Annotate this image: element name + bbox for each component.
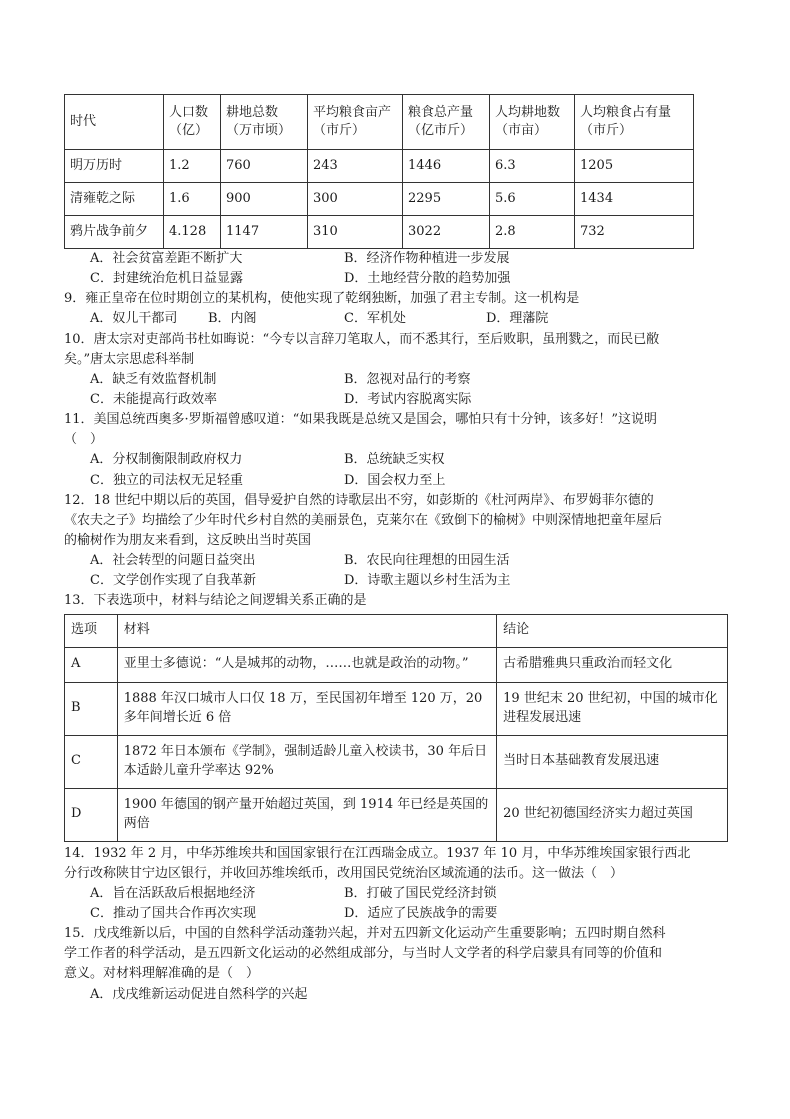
q8-options: [64, 249, 728, 289]
table-cell: 1446: [403, 150, 490, 183]
table-header-cell: 结论: [497, 614, 728, 647]
table-cell: 760: [221, 150, 308, 183]
question-9: [64, 289, 728, 329]
q9-options: [64, 309, 728, 329]
question-stem: 11．美国总统西奥多·罗斯福曾感叹道：“如果我既是总统又是国会，哪怕只有十分钟，该多好！”这说明: [64, 412, 657, 428]
table-cell: B: [65, 682, 118, 735]
table-cell: 4.128: [164, 216, 221, 249]
table-cell: 亚里士多德说：“人是城邦的动物，……也就是政治的动物。”: [117, 647, 496, 682]
table-header-cell: 时代: [65, 95, 164, 150]
question-10: [64, 330, 728, 411]
table-cell: 6.3: [490, 150, 575, 183]
question-stem-cont: （ ）: [64, 432, 104, 448]
question-14: [64, 844, 728, 925]
table-cell: 1205: [575, 150, 694, 183]
question-stem-cont: 学工作者的科学活动，是五四新文化运动的必然组成部分，与当时人文学者的科学启蒙具有同等的价值和: [64, 946, 663, 962]
table-row: [65, 216, 694, 249]
table-header-row: [65, 614, 728, 647]
table-cell: C: [65, 735, 118, 788]
option-b[interactable]: B．打破了国民党经济封锁: [344, 885, 497, 901]
material-conclusion-table: [64, 614, 728, 842]
question-stem: 10．唐太宗对吏部尚书杜如晦说：“今专以言辞刀笔取人，而不悉其行，至后败职，虽刑戮之，而民已敝: [64, 331, 660, 347]
table-header-cell: 人均耕地数（市亩）: [490, 95, 575, 150]
option-d[interactable]: D．考试内容脱离实际: [344, 391, 472, 407]
table-cell: 1.6: [164, 183, 221, 216]
table-row: [65, 682, 728, 735]
option-b[interactable]: B．内阁: [208, 311, 257, 327]
table-header-cell: 材料: [117, 614, 496, 647]
question-stem: 14．1932 年 2 月，中华苏维埃共和国国家银行在江西瑞金成立。1937 年 10 月，中华苏维埃国家银行西北: [64, 845, 691, 861]
table-cell: 1900 年德国的钢产量开始超过英国，到 1914 年已经是英国的两倍: [117, 788, 496, 841]
question-stem-cont: 的榆树作为朋友来看到，这反映出当时英国: [64, 532, 312, 548]
table-cell: 2.8: [490, 216, 575, 249]
table-cell: 2295: [403, 183, 490, 216]
question-15: [64, 924, 728, 1005]
table-row: [65, 788, 728, 841]
option-b[interactable]: B．农民向往理想的田园生活: [344, 553, 510, 569]
option-a[interactable]: A．社会转型的问题日益突出: [90, 553, 256, 569]
question-stem: 15．戊戌维新以后，中国的自然科学活动蓬勃兴起，并对五四新文化运动产生重要影响；五四时期自然科: [64, 926, 666, 942]
question-stem: 12．18 世纪中期以后的英国，倡导爱护自然的诗歌层出不穷，如彭斯的《杜河两岸》、布罗姆菲尔德的: [64, 492, 654, 508]
option-a[interactable]: A．分权制衡限制政府权力: [90, 452, 243, 468]
option-c[interactable]: C．文学创作实现了自我革新: [90, 573, 256, 589]
table-cell: 5.6: [490, 183, 575, 216]
table-cell: 300: [308, 183, 403, 216]
table-header-cell: 人口数（亿）: [164, 95, 221, 150]
option-a[interactable]: A．社会贫富差距不断扩大: [90, 251, 243, 266]
table-cell: A: [65, 647, 118, 682]
q12-options: [64, 551, 728, 591]
question-stem-cont: 《农夫之子》均描绘了少年时代乡村自然的美丽景色，克莱尔在《致倒下的榆树》中则深情地把童年屋后: [64, 512, 663, 528]
table-cell: D: [65, 788, 118, 841]
table-header-row: [65, 95, 694, 150]
table-row: [65, 735, 728, 788]
table-cell: 当时日本基础教育发展迅速: [497, 735, 728, 788]
q10-options: [64, 370, 728, 410]
table-cell: 19 世纪末 20 世纪初，中国的城市化进程发展迅速: [497, 682, 728, 735]
table-cell: 1888 年汉口城市人口仅 18 万，至民国初年增至 120 万，20 多年间增长近 6 倍: [117, 682, 496, 735]
table-cell: 20 世纪初德国经济实力超过英国: [497, 788, 728, 841]
table-cell: 3022: [403, 216, 490, 249]
table-cell: 900: [221, 183, 308, 216]
table-cell: 1434: [575, 183, 694, 216]
option-d[interactable]: D．理藩院: [486, 311, 549, 327]
option-d[interactable]: D．土地经营分散的趋势加强: [344, 271, 511, 287]
question-11: [64, 410, 728, 491]
option-a[interactable]: A．旨在活跃敌后根据地经济: [90, 885, 256, 901]
option-c[interactable]: C．独立的司法权无足轻重: [90, 472, 243, 488]
question-stem-cont: 分行改称陕甘宁边区银行，并收回苏维埃纸币，改用国民党统治区域流通的法币。这一做法（ ）: [64, 865, 624, 881]
table-cell: 1.2: [164, 150, 221, 183]
option-c[interactable]: C．未能提高行政效率: [90, 391, 217, 407]
table-row: [65, 183, 694, 216]
table-cell: 1872 年日本颁布《学制》，强制适龄儿童入校读书，30 年后日本适龄儿童升学率达 92%: [117, 735, 496, 788]
table-header-cell: 选项: [65, 614, 118, 647]
table-header-cell: 耕地总数（万市顷）: [221, 95, 308, 150]
table-header-cell: 粮食总产量（亿市斤）: [403, 95, 490, 150]
table-row: [65, 150, 694, 183]
option-d[interactable]: D．诗歌主题以乡村生活为主: [344, 573, 511, 589]
option-d[interactable]: D．适应了民族战争的需要: [344, 905, 498, 921]
option-b[interactable]: B．经济作物种植进一步发展: [344, 251, 510, 266]
option-c[interactable]: C．封建统治危机日益显露: [90, 271, 243, 287]
table-cell: 243: [308, 150, 403, 183]
table-cell: 清雍乾之际: [65, 183, 164, 216]
table-cell: 古希腊雅典只重政治而轻文化: [497, 647, 728, 682]
option-a[interactable]: A．奴儿干都司: [90, 311, 178, 327]
question-stem: 9．雍正皇帝在位时期创立的某机构，使他实现了乾纲独断，加强了君主专制。这一机构是: [64, 291, 580, 307]
table-cell: 310: [308, 216, 403, 249]
question-stem: 13．下表选项中，材料与结论之间逻辑关系正确的是: [64, 593, 367, 609]
option-d[interactable]: D．国会权力至上: [344, 472, 446, 488]
q11-options: [64, 450, 728, 490]
table-cell: 鸦片战争前夕: [65, 216, 164, 249]
q15-option-a[interactable]: A．戊戌维新运动促进自然科学的兴起: [90, 986, 308, 1002]
table-cell: 明万历时: [65, 150, 164, 183]
option-c[interactable]: C．军机处: [344, 311, 406, 327]
exam-page: [64, 94, 728, 1005]
question-stem-cont: 矣。”唐太宗思虑科举制: [64, 351, 195, 367]
question-13: [64, 591, 728, 841]
table-row: [65, 647, 728, 682]
table-cell: 732: [575, 216, 694, 249]
option-b[interactable]: B．忽视对品行的考察: [344, 371, 471, 387]
table-cell: 1147: [221, 216, 308, 249]
question-stem-cont: 意义。对材料理解准确的是（ ）: [64, 966, 260, 982]
question-12: [64, 491, 728, 592]
table-header-cell: 平均粮食亩产（市斤）: [308, 95, 403, 150]
option-c[interactable]: C．推动了国共合作再次实现: [90, 905, 256, 921]
table-header-cell: 人均粮食占有量（市斤）: [575, 95, 694, 150]
q14-options: [64, 884, 728, 924]
option-a[interactable]: A．缺乏有效监督机制: [90, 371, 217, 387]
grain-statistics-table: [64, 94, 694, 249]
option-b[interactable]: B．总统缺乏实权: [344, 452, 445, 468]
